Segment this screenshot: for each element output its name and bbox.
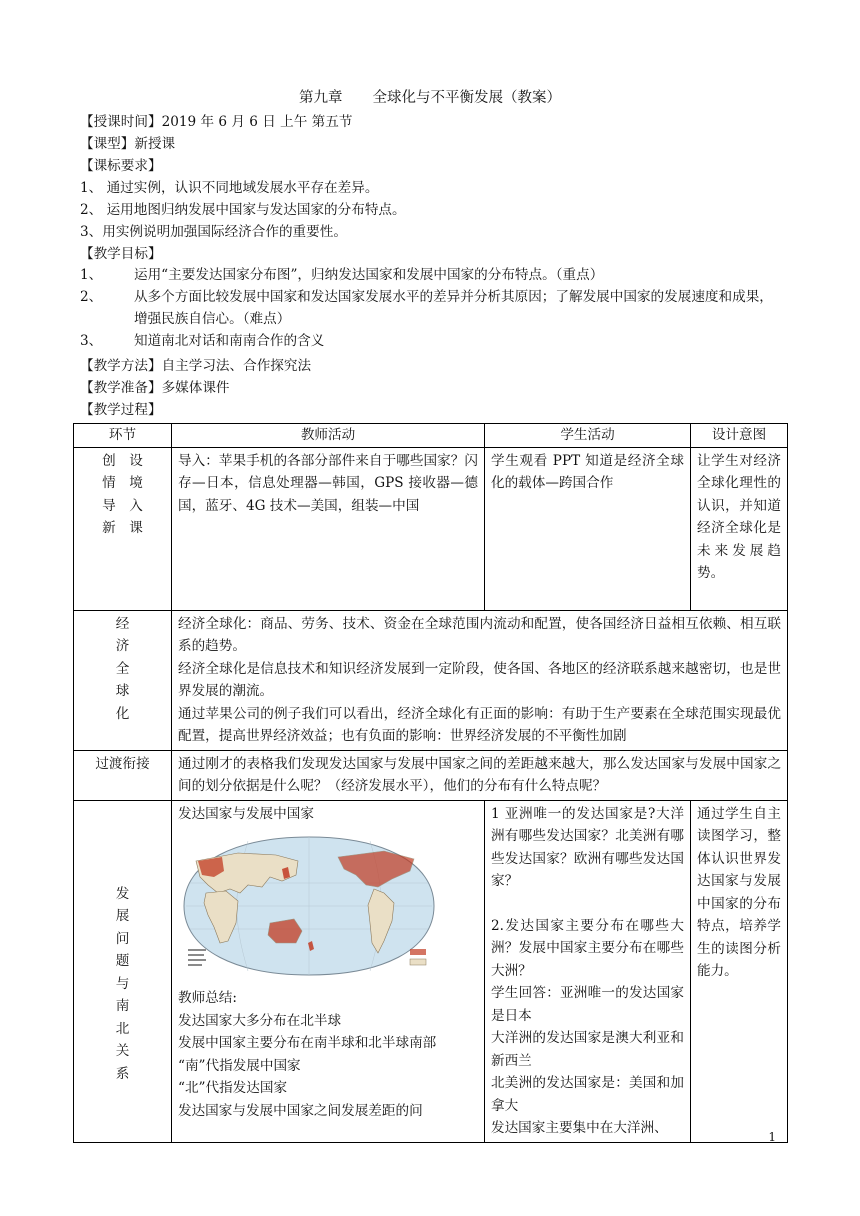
stage-line: 全 — [115, 660, 130, 677]
teacher-summary-line: 发展中国家主要分布在南半球和北半球南部 — [178, 1035, 437, 1051]
meta-type-label: 【课型】 — [80, 136, 135, 152]
objective-num: 3、 — [80, 333, 103, 349]
teacher-summary-line: “南”代指发展中国家 — [178, 1057, 301, 1074]
meta-type — [80, 132, 175, 152]
table-row — [74, 447, 788, 610]
student-answer-line: 发达国家主要集中在大洋洲、 — [491, 1120, 668, 1136]
header-stage: 环节 — [74, 424, 172, 448]
page-number: 1 — [768, 1130, 776, 1144]
objective-item-2 — [80, 286, 780, 330]
objective-num: 1、 — [80, 267, 103, 283]
stage-line: 关 — [115, 1043, 130, 1060]
objective-text: 从多个方面比较发展中国家和发达国家发展水平的差异并分析其原因；了解发展中国家的发展速度和成果，增强民族自信心。（难点） — [134, 289, 773, 327]
method-value: 自主学习法、合作探究法 — [161, 358, 312, 374]
student-answer-line: 大洋洲的发达国家是澳大利亚和新西兰 — [491, 1030, 684, 1069]
stage-line: 发 — [115, 885, 130, 902]
standards-heading: 【课标要求】 — [80, 158, 162, 174]
student-activity-cell: 学生观看 PPT 知道是经济全球化的载体—跨国合作 — [485, 447, 691, 610]
background-text: 经济全球化是信息技术和知识经济发展到一定阶段，使各国、各地区的经济联系越来越密切，也是世界发展的潮流。 — [178, 660, 781, 699]
stage-line: 系 — [115, 1065, 130, 1082]
table-row — [74, 610, 788, 750]
chapter-label: 第九章 — [299, 90, 343, 106]
stage-cell — [74, 800, 172, 1142]
prep-label: 【教学准备】 — [80, 380, 162, 396]
table-row — [74, 800, 788, 1142]
stage-line: 北 — [115, 1020, 130, 1037]
header-student: 学生活动 — [485, 424, 691, 448]
standard-item-1: 1、 通过实例，认识不同地域发展水平存在差异。 — [80, 180, 379, 196]
map-caption: 发达国家与发展中国家 — [178, 805, 314, 822]
transition-content-cell: 通过刚才的表格我们发现发达国家与发展中国家之间的差距越来越大，那么发达国家与发展中国家之间的划分依据是什么呢？（经济发展水平），他们的分布有什么特点呢？ — [172, 750, 788, 800]
standard-item-3: 3、用实例说明加强国际经济合作的重要性。 — [80, 224, 347, 240]
stage-line: 题 — [115, 953, 130, 970]
objective-item-3 — [80, 330, 780, 352]
objective-item-1 — [80, 264, 780, 286]
impact-text: 通过苹果公司的例子我们可以看出，经济全球化有正面的影响：有助于生产要素在全球范围实现最优配置，提高世界经济效益；也有负面的影响：世界经济发展的不平衡性加剧 — [178, 705, 781, 744]
stage-cell — [74, 610, 172, 750]
design-intent-cell: 通过学生自主读图学习，整体认识世界发达国家与发展中国家的分布特点，培养学生的读图分析能力。 — [691, 800, 788, 1142]
stage-line: 济 — [115, 638, 130, 654]
teacher-activity-cell — [172, 800, 485, 1142]
stage-line: 展 — [115, 908, 130, 925]
teacher-summary-line: “北”代指发达国家 — [178, 1080, 288, 1096]
header-intent: 设计意图 — [691, 424, 788, 448]
stage-line: 创 设 — [102, 452, 143, 469]
definition-text: 经济全球化：商品、劳务、技术、资金在全球范围内流动和配置，使各国经济日益相互依赖、相互联系的趋势。 — [178, 615, 781, 654]
header-teacher: 教师活动 — [172, 424, 485, 448]
stage-line: 导 入 — [102, 497, 143, 514]
method-line — [80, 354, 311, 374]
teacher-activity-cell: 导入：苹果手机的各部分部件来自于哪些国家？闪存—日本，信息处理器—韩国，GPS 接收器—德国，蓝牙、4G 技术—美国，组装—中国 — [172, 447, 485, 610]
lesson-process-table — [73, 423, 788, 1143]
student-answer-line: 北美洲的发达国家是：美国和加拿大 — [491, 1075, 684, 1114]
meta-type-value: 新授课 — [134, 136, 176, 152]
table-row — [74, 750, 788, 800]
stage-line: 球 — [115, 683, 130, 699]
method-label: 【教学方法】 — [80, 358, 162, 374]
table-header-row — [74, 424, 788, 448]
prep-line — [80, 376, 230, 396]
student-question-1: 1 亚洲唯一的发达国家是?大洋洲有哪些发达国家？北美洲有哪些发达国家？欧洲有哪些发达国家？ — [491, 805, 684, 889]
stage-line: 新 课 — [102, 520, 143, 536]
objective-num: 2、 — [80, 289, 103, 305]
page-title — [0, 86, 860, 107]
stage-line: 南 — [115, 998, 130, 1015]
stage-line: 问 — [115, 930, 130, 947]
standard-item-2: 2、 运用地图归纳发展中国家与发达国家的分布特点。 — [80, 202, 406, 218]
prep-value: 多媒体课件 — [161, 380, 230, 396]
globalization-content-cell — [172, 610, 788, 750]
stage-line: 经 — [115, 615, 130, 632]
design-intent-cell: 让学生对经济全球化理性的认识，并知道经济全球化是未来发展趋势。 — [691, 447, 788, 610]
stage-cell — [74, 447, 172, 610]
world-map-icon — [178, 831, 440, 981]
meta-time-label: 【授课时间】 — [80, 114, 162, 130]
stage-line: 化 — [115, 705, 130, 722]
objective-text: 知道南北对话和南南合作的含义 — [134, 333, 325, 349]
teacher-summary-line: 发达国家大多分布在北半球 — [178, 1012, 342, 1029]
stage-cell: 过渡衔接 — [74, 750, 172, 800]
student-answer-line: 学生回答：亚洲唯一的发达国家是日本 — [491, 985, 684, 1024]
student-activity-cell — [485, 800, 691, 1142]
meta-time-value: 2019 年 6 月 6 日 上午 第五节 — [161, 114, 353, 130]
objective-text: 运用“主要发达国家分布图”，归纳发达国家和发展中国家的分布特点。（重点） — [134, 267, 604, 283]
stage-line: 情 境 — [102, 475, 143, 491]
process-heading: 【教学过程】 — [80, 402, 162, 418]
stage-line: 与 — [115, 975, 130, 992]
meta-time — [80, 110, 352, 130]
lesson-title: 全球化与不平衡发展（教案） — [372, 90, 561, 106]
student-question-2: 2.发达国家主要分布在哪些大洲？发展中国家主要分布在哪些大洲？ — [491, 917, 684, 979]
teacher-summary-line: 发达国家与发展中国家之间发展差距的问 — [178, 1102, 423, 1119]
objectives-heading: 【教学目标】 — [80, 246, 162, 262]
teacher-summary-line: 教师总结: — [178, 990, 237, 1006]
